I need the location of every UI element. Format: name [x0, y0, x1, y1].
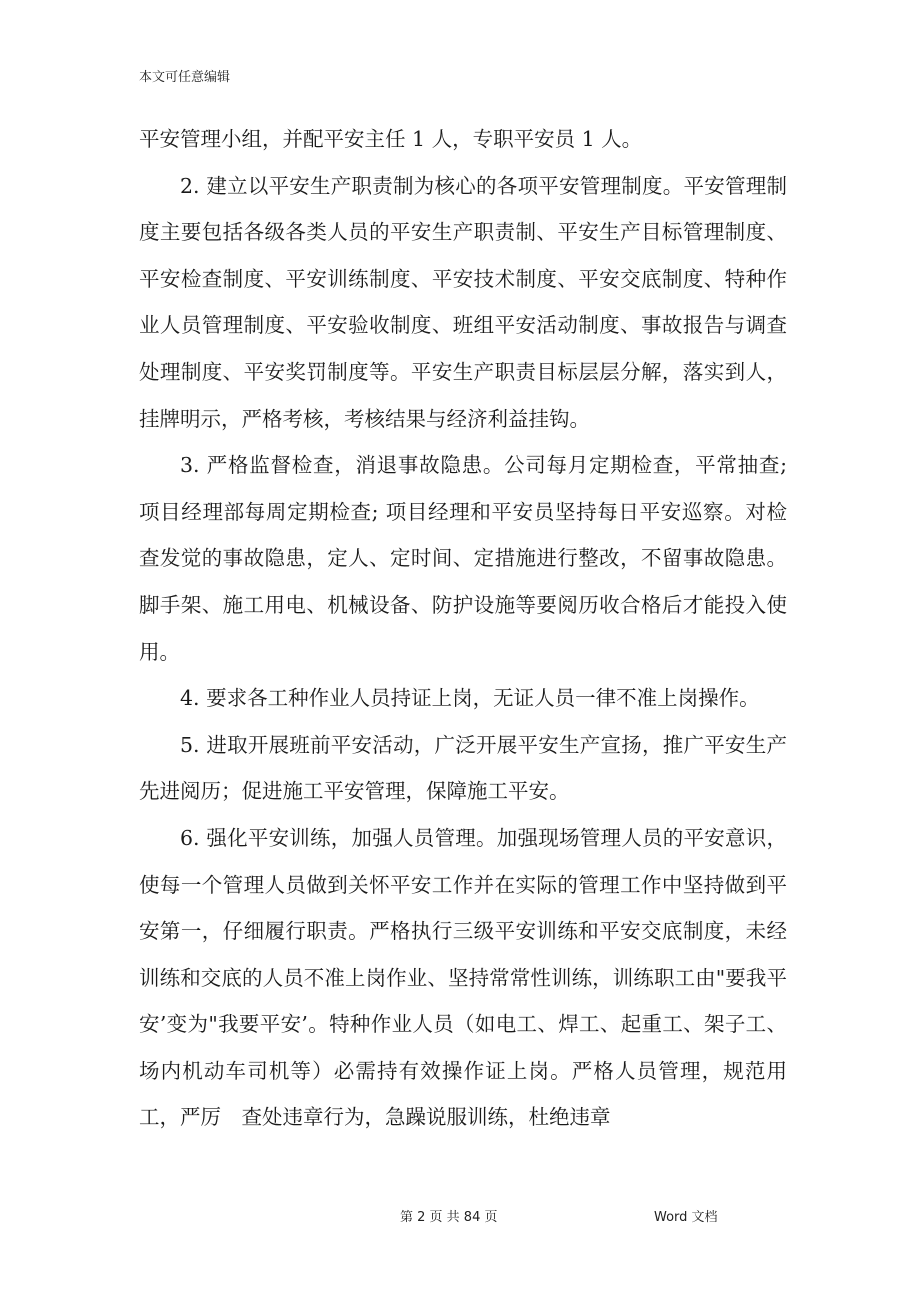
paragraph-item-2: 2. 建立以平安生产职责制为核心的各项平安管理制度。平安管理制度主要包括各级各类人员的平安生产职责制、平安生产目标管理制度、平安检查制度、平安训练制度、平安技术制度、平安交底制度、特种作业人员管理制度、平安验收制度、班组平安活动制度、事故报告与调查处理制度、平安奖罚制度等。平安生产职责目标层层分解，落实到人，挂牌明示，严格考核，考核结果与经济利益挂钩。: [139, 173, 787, 431]
paragraph-item-3: 3. 严格监督检查，消退事故隐患。公司每月定期检查，平常抽查; 项目经理部每周定期检查; 项目经理和平安员坚持每日平安巡察。对检查发觉的事故隐患，定人、定时间、定措施进行整改，不留事故隐患。脚手架、施工用电、机械设备、防护设施等要阅历收合格后才能投入使用。: [139, 453, 787, 664]
paragraph-item-5: 5. 进取开展班前平安活动，广泛开展平安生产宣扬，推广平安生产先进阅历；促进施工平安管理，保障施工平安。: [139, 732, 787, 804]
paragraph-continuation: 平安管理小组，并配平安主任 1 人，专职平安员 1 人。: [139, 127, 643, 151]
header-note: 本文可任意编辑: [139, 70, 231, 85]
footer-page-number: 第 2 页 共 84 页: [400, 1210, 498, 1225]
body-text: [139, 116, 787, 1141]
footer-doc-label: Word 文档: [654, 1210, 718, 1225]
paragraph-item-4: 4. 要求各工种作业人员持证上岗，无证人员一律不准上岗操作。: [180, 686, 760, 711]
paragraph-item-6: 6. 强化平安训练，加强人员管理。加强现场管理人员的平安意识，使每一个管理人员做到关怀平安工作并在实际的管理工作中坚持做到平安第一，仔细履行职责。严格执行三级平安训练和平安交底制度，未经训练和交底的人员不准上岗作业、坚持常常性训练，训练职工由"要我平安’变为"我要平安’。特种作业人员（如电工、焊工、起重工、架子工、场内机动车司机等）必需持有效操作证上岗。严格人员管理，规范用工，严厉 查处违章行为，急躁说服训练，杜绝违章: [139, 825, 787, 1130]
